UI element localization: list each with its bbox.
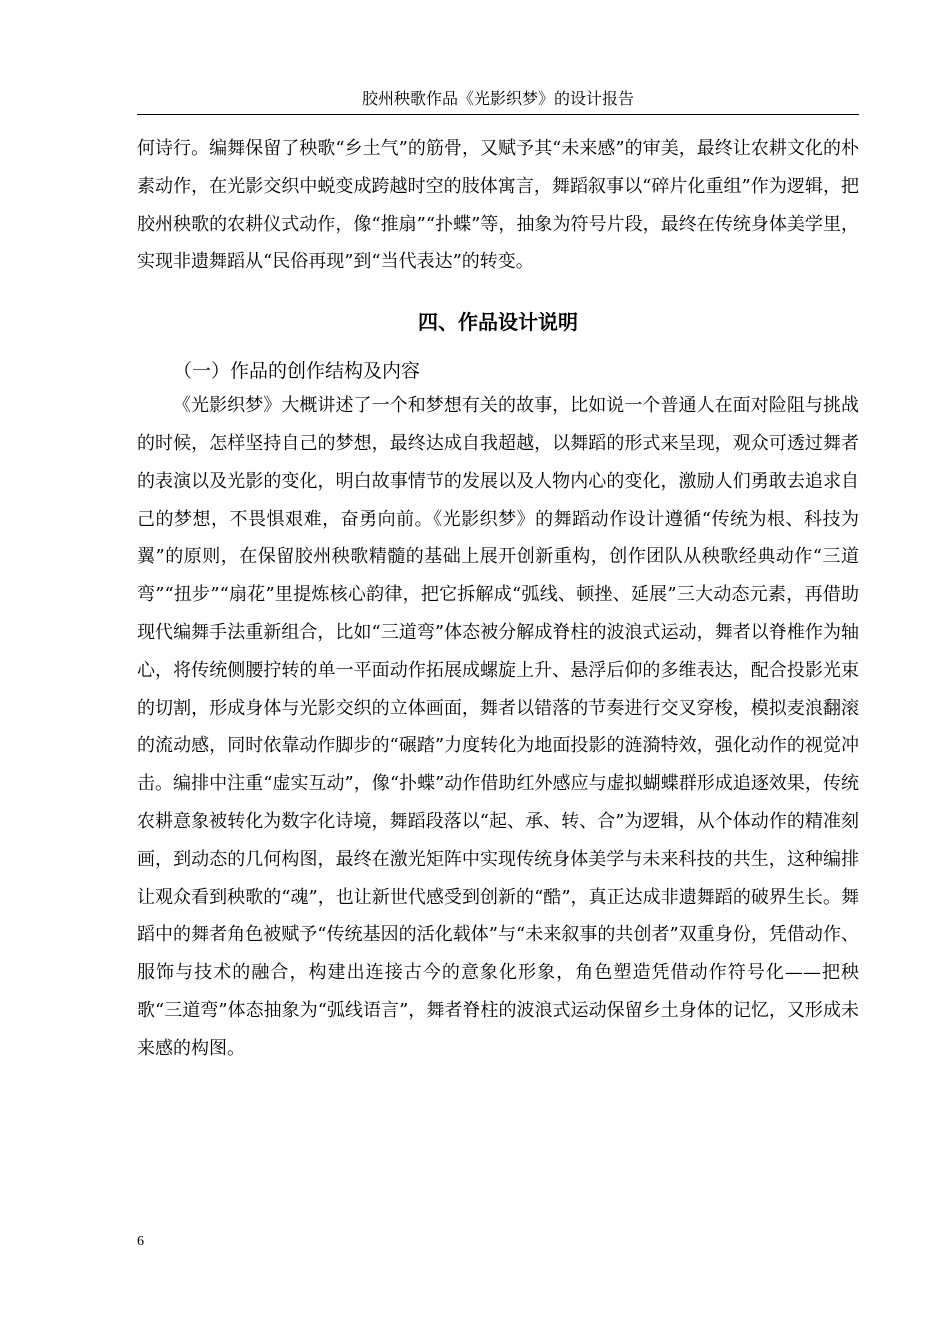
subsection-title: （一）作品的创作结构及内容 — [173, 360, 421, 383]
continuation-paragraph: 何诗行。编舞保留了秧歌“乡土气”的筋骨，又赋予其“未来感”的审美，最终让农耕文化的朴素动作，在光影交织中蜕变成跨越时空的肢体寓言，舞蹈叙事以“碎片化重组”作为逻辑，把胶州秧歌的农耕仪式动作，像“推扇”“扑蝶”等，抽象为符号片段，最终在传统身体美学里，实现非遗舞蹈从“民俗再现”到“当代表达”的转变。 — [137, 138, 859, 273]
page-number: 6 — [137, 1234, 144, 1249]
section-title: 四、作品设计说明 — [418, 310, 578, 335]
header-divider — [137, 114, 859, 115]
page-body — [137, 130, 859, 1068]
main-paragraph: 《光影织梦》大概讲述了一个和梦想有关的故事，比如说一个普通人在面对险阻与挑战的时候，怎样坚持自己的梦想，最终达成自我超越，以舞蹈的形式来呈现，观众可透过舞者的表演以及光影的变化，明白故事情节的发展以及人物内心的变化，激励人们勇敢去追求自己的梦想，不畏惧艰难，奋勇向前。《光影织梦》的舞蹈动作设计遵循“传统为根、科技为翼”的原则，在保留胶州秧歌精髓的基础上展开创新重构，创作团队从秧歌经典动作“三道弯”“扭步”“扇花”里提炼核心韵律，把它拆解成“弧线、顿挫、延展”三大动态元素，再借助现代编舞手法重新组合，比如“三道弯”体态被分解成脊柱的波浪式运动，舞者以脊椎作为轴心，将传统侧腰拧转的单一平面动作拓展成螺旋上升、悬浮后仰的多维表达，配合投影光束的切割，形成身体与光影交织的立体画面，舞者以错落的节奏进行交叉穿梭，模拟麦浪翻滚的流动感，同时依靠动作脚步的“碾踏”力度转化为地面投影的涟漪特效，强化动作的视觉冲击。编排中注重“虚实互动”，像“扑蝶”动作借助红外感应与虚拟蝴蝶群形成追逐效果，传统农耕意象被转化为数字化诗境，舞蹈段落以“起、承、转、合”为逻辑，从个体动作的精准刻画，到动态的几何构图，最终在激光矩阵中实现传统身体美学与未来科技的共生，这种编排让观众看到秧歌的“魂”，也让新世代感受到创新的“酷”，真正达成非遗舞蹈的破界生长。舞蹈中的舞者角色被赋予“传统基因的活化载体”与“未来叙事的共创者”双重身份，凭借动作、服饰与技术的融合，构建出连接古今的意象化形象，角色塑造凭借动作符号化——把秧歌“三道弯”体态抽象为“弧线语言”，舞者脊柱的波浪式运动保留乡土身体的记忆，又形成未来感的构图。 — [137, 395, 859, 1059]
running-header: 胶州秧歌作品《光影织梦》的设计报告 — [361, 89, 634, 108]
